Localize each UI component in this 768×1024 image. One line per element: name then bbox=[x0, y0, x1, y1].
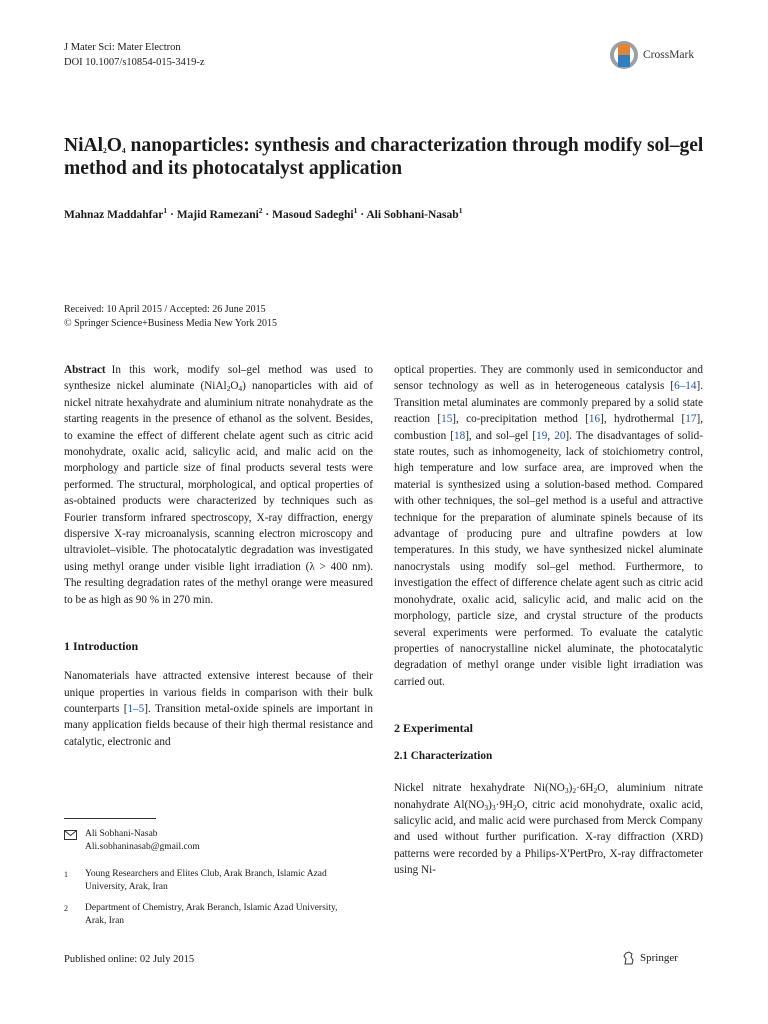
abstract-label: Abstract bbox=[64, 364, 106, 376]
publisher-name: Springer bbox=[640, 952, 678, 964]
subscript: 3 bbox=[564, 786, 569, 796]
envelope-icon bbox=[64, 830, 77, 840]
crossmark-label: CrossMark bbox=[643, 49, 695, 61]
copyright: © Springer Science+Business Media New York 2015 bbox=[64, 318, 277, 329]
text-run: O, aluminium nitrate nonahydrate Al(NO bbox=[394, 782, 703, 811]
received-accepted: Received: 10 April 2015 / Accepted: 26 June 2015 bbox=[64, 304, 266, 315]
doi[interactable]: DOI 10.1007/s10854-015-3419-z bbox=[64, 57, 205, 68]
left-column bbox=[64, 362, 373, 750]
text-run: ]. Transition metal-oxide spinels are important in many application fields because of their high thermal resistance and catalytic, electronic and bbox=[64, 702, 373, 748]
corresponding-name: Ali Sobhani-Nasab bbox=[85, 829, 158, 839]
text-run: ], co-precipitation method [ bbox=[452, 413, 589, 426]
author-list bbox=[64, 203, 462, 223]
text-run: O, citric acid monohydrate, oxalic acid, salicylic acid, and malic acid were purchased from Merck Company and used without further purification. X-ray diffraction (XRD) patterns were recorded by a Philips-X'PertPro, X-ray diffractometer using Ni- bbox=[394, 798, 703, 877]
author-name[interactable]: Ali Sobhani-Nasab bbox=[366, 208, 459, 221]
characterization-text bbox=[394, 780, 703, 878]
section-heading-introduction: 1 Introduction bbox=[64, 639, 139, 654]
text-run: optical properties. They are commonly used in semiconductor and sensor technology as well as in heterogeneous catalysis [ bbox=[394, 364, 703, 393]
affiliation-text: Department of Chemistry, Arak Beranch, Islamic Azad University, Arak, Iran bbox=[85, 903, 338, 926]
affiliation-1 bbox=[64, 868, 364, 894]
text-run: O bbox=[230, 380, 239, 393]
author-name[interactable]: Masoud Sadeghi bbox=[272, 208, 354, 221]
subscript: 2 bbox=[226, 384, 231, 394]
affiliation-text: Young Researchers and Elites Club, Arak Branch, Islamic Azad University, Arak, Iran bbox=[85, 869, 327, 892]
crossmark-badge[interactable] bbox=[609, 38, 694, 72]
text-run: ], combustion [ bbox=[394, 413, 703, 442]
affiliation-number: 2 bbox=[64, 904, 68, 913]
text-run: ], hydrothermal [ bbox=[600, 413, 686, 426]
subsection-heading-characterization: 2.1 Characterization bbox=[394, 750, 493, 763]
author-affiliation-mark: 1 bbox=[163, 206, 168, 215]
subscript: 4 bbox=[238, 384, 243, 394]
citation-link[interactable]: 18 bbox=[454, 429, 466, 442]
citation-link[interactable]: 20 bbox=[554, 429, 566, 442]
text-run: ·9H bbox=[495, 798, 514, 811]
footnote-rule bbox=[64, 818, 156, 819]
journal-header bbox=[64, 40, 205, 70]
section-heading-experimental: 2 Experimental bbox=[394, 721, 473, 736]
author-separator: · bbox=[262, 208, 273, 221]
publication-dates bbox=[64, 303, 277, 331]
text-run: ) bbox=[488, 798, 492, 811]
author-separator: · bbox=[167, 208, 177, 221]
published-online: Published online: 02 July 2015 bbox=[64, 954, 195, 965]
affiliation-number: 1 bbox=[64, 870, 68, 879]
right-column bbox=[394, 362, 703, 879]
text-run: ], and sol–gel [ bbox=[465, 429, 537, 442]
text-run: Nanomaterials have attracted extensive interest because of their unique properties in various fields in comparison with their bulk counterparts [ bbox=[64, 670, 373, 715]
introduction-continued bbox=[394, 362, 703, 690]
author-affiliation-mark: 1 bbox=[353, 206, 358, 215]
corresponding-email[interactable]: Ali.sobhaninasab@gmail.com bbox=[85, 842, 200, 852]
subscript: 3 bbox=[484, 802, 489, 812]
text-run: ]. The disadvantages of solid-state routes, such as inhomogeneity, lack of stoichiometry control, high temperature and low surface area, are improved when the material is synthesized using a solution-based method. Compared with other techniques, the sol–gel method is a useful and attractive technique for the preparation of aluminate spinels because of its advantage of producing pure and ultrafine powders at low temperatures. In this study, we have synthesized nickel aluminate nanocrystals using modify sol–gel method. Furthermore, to investigation the effect of difference chelate agent such as citric acid monohydrate, oxalic acid, salicylic acid, and malic acid on the morphology, particle size, and crystal structure of the products several experiments were performed. To evaluate the catalytic properties of nanocrystalline nickel aluminate, the photocatalytic degradation of methyl orange under visible light irradiation was carried out. bbox=[394, 429, 703, 688]
corresponding-author bbox=[64, 828, 364, 854]
abstract bbox=[64, 362, 373, 608]
author-name[interactable]: Majid Ramezani bbox=[176, 208, 259, 221]
author-separator: · bbox=[357, 208, 367, 221]
text-run: ) nanoparticles with aid of nickel nitrate hexahydrate and aluminium nitrate nonahydrate as the starting reagents in the presence of ethanol as the solvent. Besides, to examine the effect of different chelate agent such as citric acid monohydrate, oxalic acid, salicylic acid, and malic acid on the morphology and particle size of final products several tests were performed. The structural, morphological, and optical properties of as-obtained products were characterized by techniques such as Fourier transform infrared spectroscopy, X-ray diffraction, energy dispersive X-ray microanalysis, scanning electron microscopy and ultraviolet–visible. The photocatalytic degradation was investigated using methyl orange under visible light irradiation (λ > 400 nm). The resulting degradation rates of the methyl orange were measured to be as high as 90 % in 270 min. bbox=[64, 380, 373, 606]
publisher-logo bbox=[622, 951, 678, 965]
author-affiliation-mark: 2 bbox=[258, 206, 263, 215]
citation-link[interactable]: 1–5 bbox=[127, 702, 145, 715]
crossmark-icon bbox=[609, 38, 639, 72]
introduction-text bbox=[64, 668, 373, 750]
text-run: In this work, modify sol–gel method was used to synthesize nickel aluminate (NiAl bbox=[64, 364, 373, 393]
paper-title: $NiAl_2O_4$ nanoparticles: synthesis and characterization through modify sol–gel method and its photocatalyst application bbox=[64, 135, 704, 179]
text-run: ·6H bbox=[576, 782, 594, 795]
subscript: 3 bbox=[491, 802, 496, 812]
citation-link[interactable]: 15 bbox=[441, 413, 453, 426]
journal-name: J Mater Sci: Mater Electron bbox=[64, 42, 181, 53]
subscript: 2 bbox=[593, 786, 598, 796]
springer-horse-icon bbox=[622, 951, 636, 965]
citation-link[interactable]: 17 bbox=[685, 413, 697, 426]
subscript: 2 bbox=[572, 786, 577, 796]
citation-link[interactable]: 6–14 bbox=[674, 380, 697, 393]
text-run: Nickel nitrate hexahydrate Ni(NO bbox=[394, 782, 565, 795]
author-name[interactable]: Mahnaz Maddahfar bbox=[64, 208, 164, 221]
citation-link[interactable]: 16 bbox=[588, 413, 601, 426]
citation-link[interactable]: 19 bbox=[536, 429, 548, 442]
subscript: 2 bbox=[513, 802, 517, 812]
author-affiliation-mark: 1 bbox=[458, 206, 463, 215]
text-run: ]. Transition metal aluminates are commonly prepared by a solid state reaction [ bbox=[394, 380, 703, 426]
affiliation-2 bbox=[64, 902, 364, 928]
text-run: , bbox=[547, 429, 555, 442]
text-run: ) bbox=[568, 782, 573, 795]
